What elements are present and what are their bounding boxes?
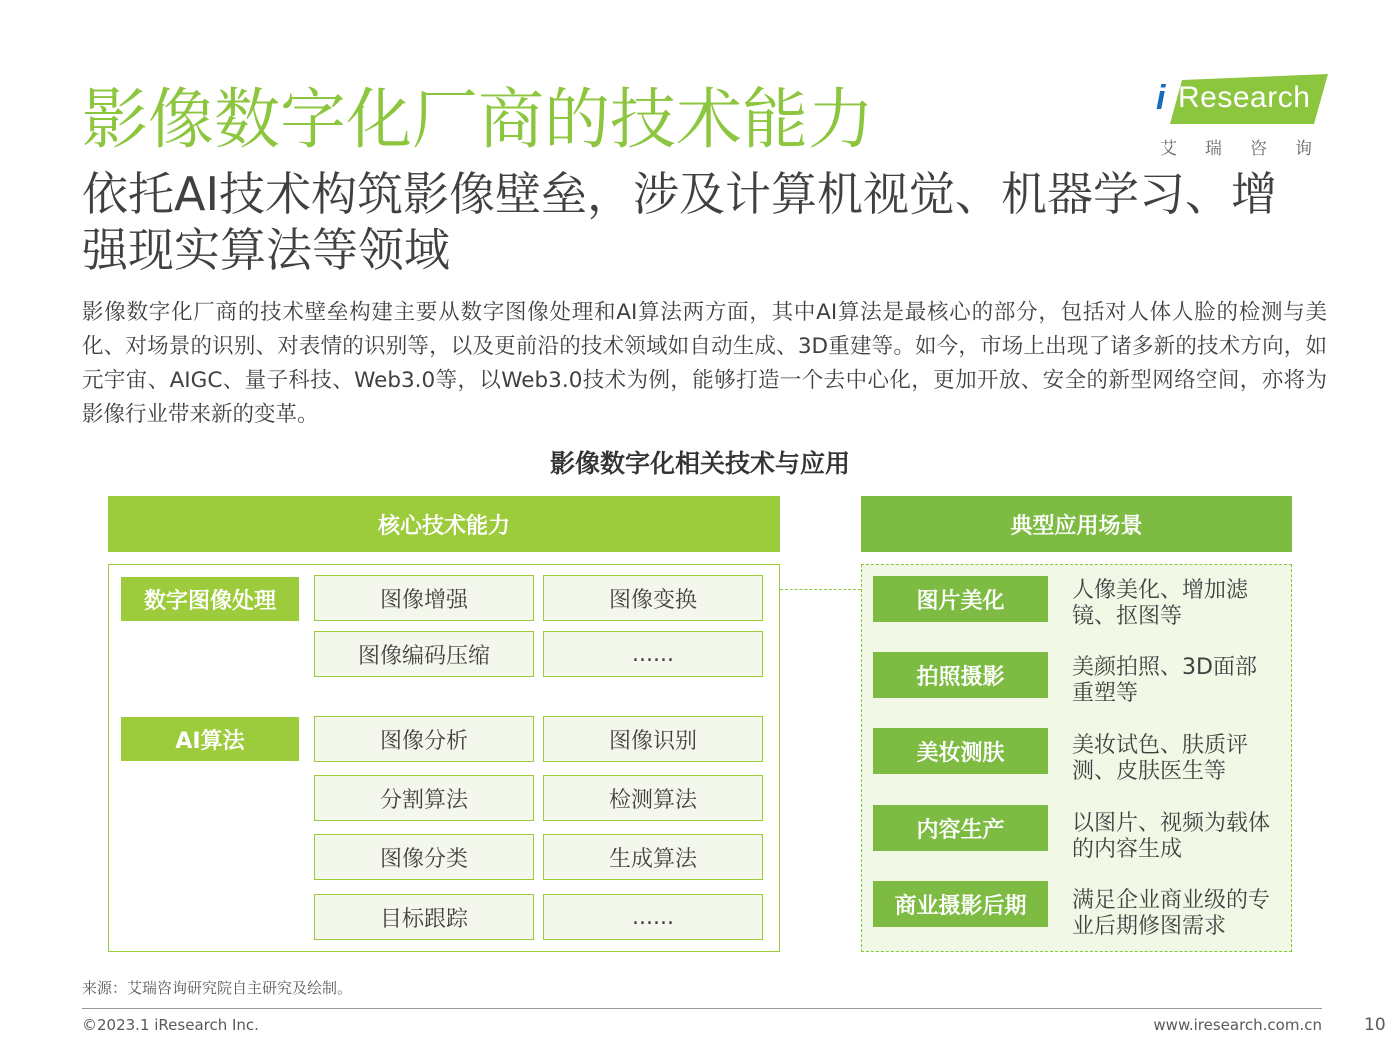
body-paragraph: 影像数字化厂商的技术壁垒构建主要从数字图像处理和AI算法两方面，其中AI算法是最核心的部分，包括对人体人脸的检测与美化、对场景的识别、对表情的识别等，以及更前沿的技术领域如自动生成、3D重建等。如今，市场上出现了诸多新的技术方向，如元宇宙、AIGC、量子科技、Web3.0等，以Web3.0技术为例，能够打造一个去中心化，更加开放、安全的新型网络空间，亦将为影像行业带来新的变革。 [82, 300, 1327, 427]
dashed-connector [780, 589, 861, 590]
tech-item: 检测算法 [543, 775, 763, 821]
logo-chinese: 艾瑞咨询 [1160, 139, 1340, 159]
logo-text: Research [1178, 81, 1311, 114]
diagram-title: 影像数字化相关技术与应用 [549, 449, 850, 478]
tech-item: 图像增强 [314, 575, 534, 621]
tech-item: 图像分析 [314, 716, 534, 762]
application-description: 以图片、视频为载体的内容生成 [1072, 811, 1271, 862]
application-label: 拍照摄影 [873, 652, 1048, 698]
footer-divider [82, 1008, 1322, 1009]
tech-item: 图像分类 [314, 834, 534, 880]
page-title: 影像数字化厂商的技术能力 [82, 81, 874, 158]
application-label: 内容生产 [873, 805, 1048, 851]
logo-badge [1170, 74, 1328, 124]
iresearch-logo [1156, 74, 1340, 159]
category-label-image-processing: 数字图像处理 [121, 577, 299, 621]
source-note: 来源：艾瑞咨询研究院自主研究及绘制。 [82, 979, 353, 997]
application-description: 满足企业商业级的专业后期修图需求 [1072, 888, 1271, 939]
copyright: ©2023.1 iResearch Inc. [82, 1016, 259, 1034]
applications-header: 典型应用场景 [861, 496, 1292, 552]
tech-item: 图像变换 [543, 575, 763, 621]
category-label-ai-algorithm: AI算法 [121, 717, 299, 761]
application-description: 美妆试色、肤质评测、皮肤医生等 [1072, 733, 1249, 784]
website-link[interactable]: www.iresearch.com.cn [1153, 1016, 1322, 1034]
tech-item: 生成算法 [543, 834, 763, 880]
tech-item: 分割算法 [314, 775, 534, 821]
page-subtitle: 依托AI技术构筑影像壁垒，涉及计算机视觉、机器学习、增强现实算法等领域 [82, 167, 1278, 277]
core-tech-header: 核心技术能力 [108, 496, 780, 552]
application-label: 美妆测肤 [873, 728, 1048, 774]
tech-item: 目标跟踪 [314, 894, 534, 940]
tech-item: ...... [543, 894, 763, 940]
application-label: 商业摄影后期 [873, 881, 1048, 927]
tech-item: 图像编码压缩 [314, 631, 534, 677]
logo-i-mark: i [1156, 79, 1166, 117]
application-description: 美颜拍照、3D面部重塑等 [1072, 655, 1257, 706]
application-label: 图片美化 [873, 576, 1048, 622]
tech-item: ...... [543, 631, 763, 677]
page-number: 10 [1364, 1015, 1386, 1035]
tech-item: 图像识别 [543, 716, 763, 762]
application-description: 人像美化、增加滤镜、抠图等 [1072, 578, 1249, 629]
